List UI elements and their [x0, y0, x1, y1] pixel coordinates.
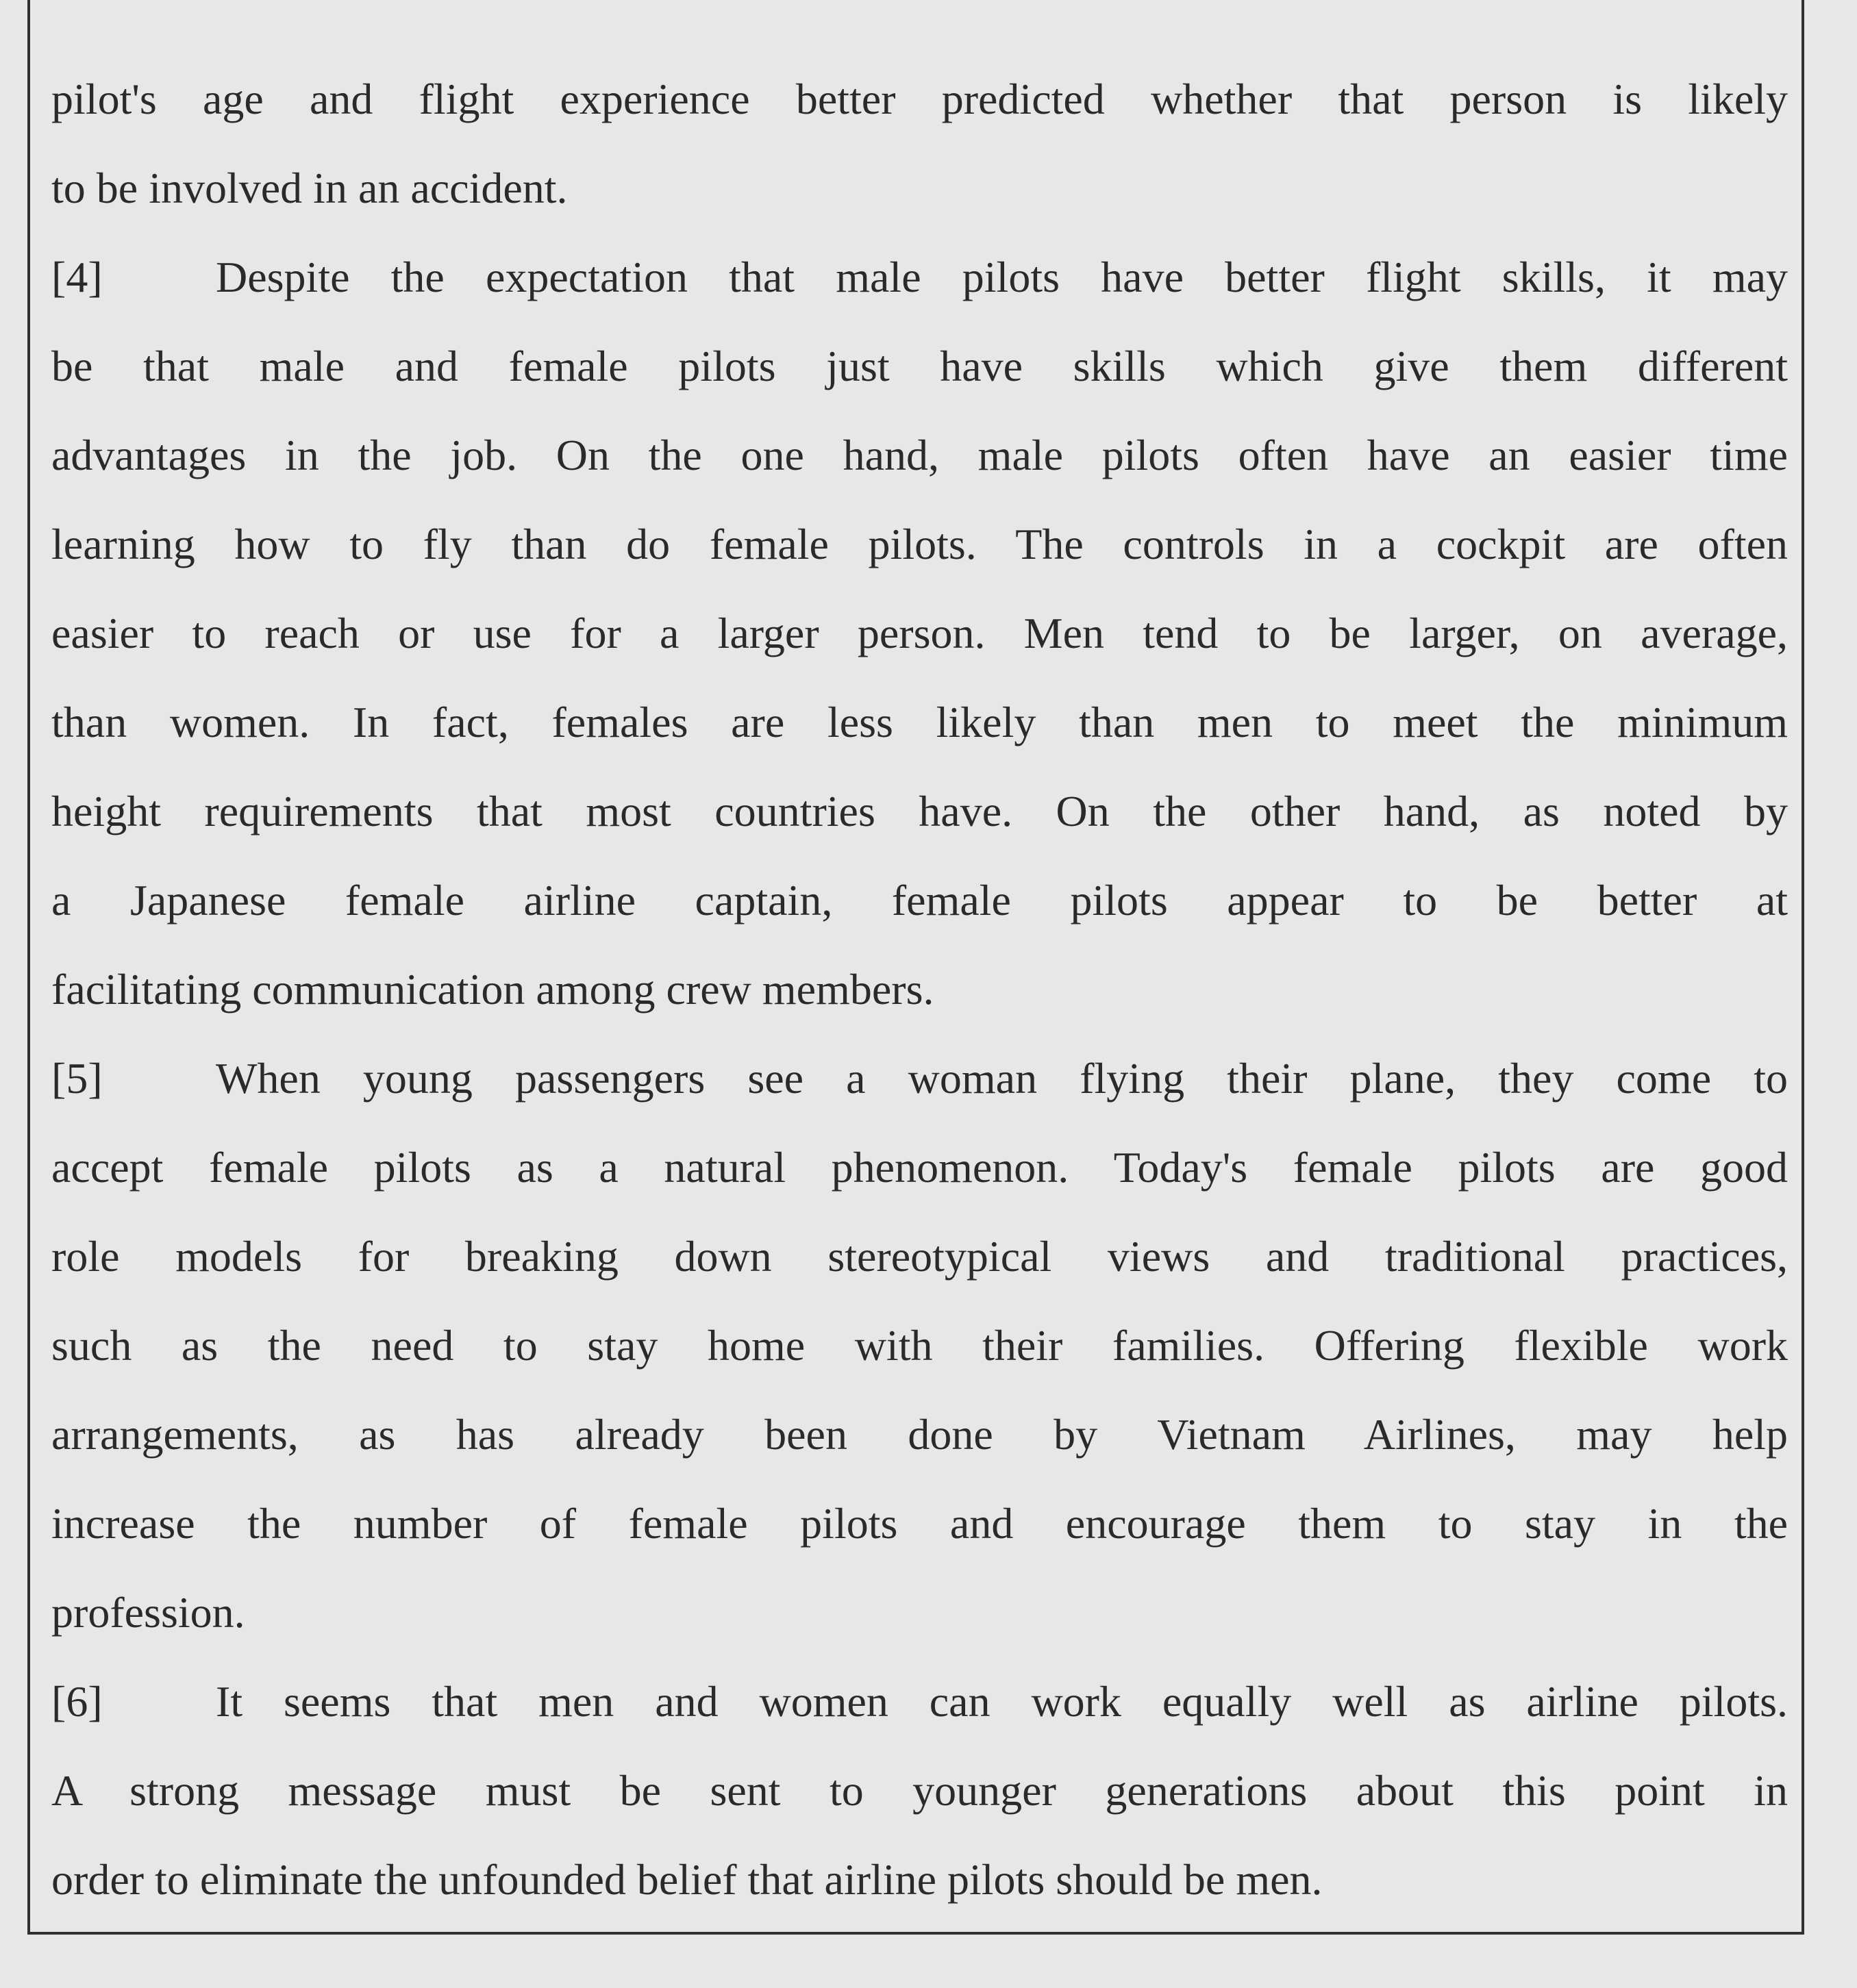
text-line: role models for breaking down stereotypical views and traditional practices, — [51, 1232, 1788, 1281]
paragraph-number-4: [4] — [51, 253, 103, 301]
text-line: height requirements that most countries have. On the other hand, as noted by — [51, 787, 1788, 835]
text-line: learning how to fly than do female pilots. The controls in a cockpit are often — [51, 520, 1788, 568]
paragraph-5-opening: When young passengers see a woman flying their plane, they come to — [216, 1054, 1788, 1103]
text-line: accept female pilots as a natural phenomenon. Today's female pilots are good — [51, 1143, 1788, 1192]
text-line: to be involved in an accident. — [51, 164, 568, 212]
paragraph-number-5: [5] — [51, 1054, 103, 1103]
paragraph-6-first-line — [51, 1657, 1788, 1746]
text-line: facilitating communication among crew members. — [51, 965, 934, 1014]
text-line: profession. — [51, 1588, 245, 1637]
text-line: order to eliminate the unfounded belief that airline pilots should be men. — [51, 1855, 1323, 1904]
text-line: A strong message must be sent to younger generations about this point in — [51, 1766, 1788, 1815]
text-line: be that male and female pilots just have skills which give them different — [51, 342, 1788, 390]
text-line: easier to reach or use for a larger person. Men tend to be larger, on average, — [51, 609, 1788, 657]
paragraph-number-6: [6] — [51, 1677, 103, 1726]
paragraph-4-opening: Despite the expectation that male pilots have better flight skills, it may — [216, 253, 1788, 301]
text-line: arrangements, as has already been done by Vietnam Airlines, may help — [51, 1410, 1788, 1459]
text-line: a Japanese female airline captain, female pilots appear to be better at — [51, 876, 1788, 924]
text-line: such as the need to stay home with their families. Offering flexible work — [51, 1321, 1788, 1370]
paragraph-4-first-line — [51, 233, 1788, 322]
text-line: advantages in the job. On the one hand, male pilots often have an easier time — [51, 431, 1788, 479]
paragraph-6-opening: It seems that men and women can work equally well as airline pilots. — [216, 1677, 1788, 1726]
paragraph-5-first-line — [51, 1034, 1788, 1123]
text-line: increase the number of female pilots and encourage them to stay in the — [51, 1499, 1788, 1548]
text-line: pilot's age and flight experience better predicted whether that person is likely — [51, 75, 1788, 123]
text-line: than women. In fact, females are less likely than men to meet the minimum — [51, 698, 1788, 746]
passage-text — [51, 55, 1788, 1924]
